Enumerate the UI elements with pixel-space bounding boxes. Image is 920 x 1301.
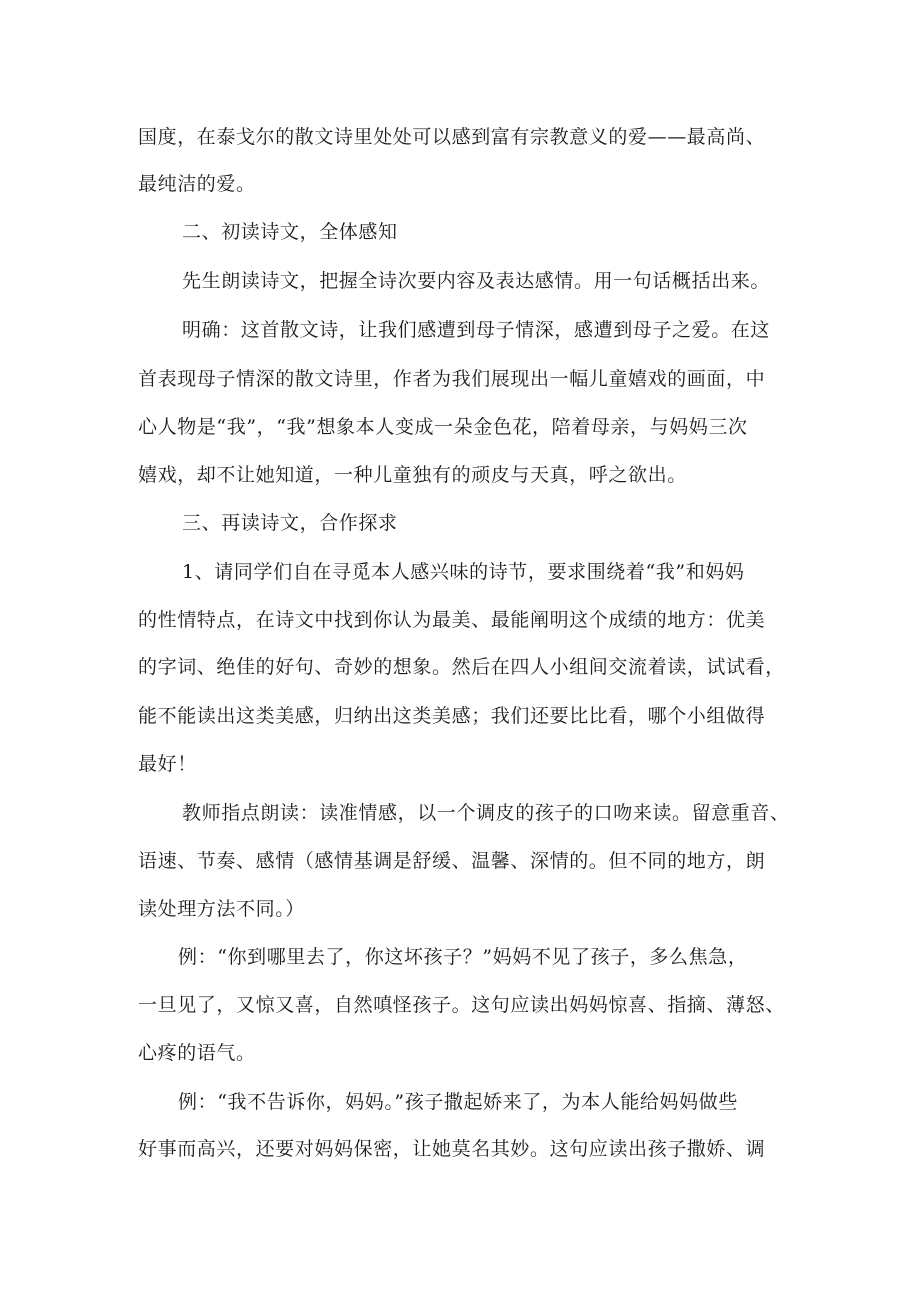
text-line: 读处理方法不同。）	[138, 898, 305, 920]
text-line: 好事而高兴，还要对妈妈保密，让她莫名其妙。这句应读出孩子撒娇、调	[138, 1138, 766, 1160]
section-heading: 三、再读诗文，合作探求	[182, 512, 398, 534]
text-line: 的性情特点，在诗文中找到你认为最美、最能阐明这个成绩的地方：优美	[138, 609, 766, 631]
text-line: 嬉戏，却不让她知道，一种儿童独有的顽皮与天真，呼之欲出。	[138, 464, 687, 486]
text-line: 语速、节奏、感情（感情基调是舒缓、温馨、深情的。但不同的地方，朗	[138, 850, 766, 872]
text-line: 国度，在泰戈尔的散文诗里处处可以感到富有宗教意义的爱——最高尚、	[138, 126, 766, 148]
text-line: 心人物是“我”，“我”想象本人变成一朵金色花，陪着母亲，与妈妈三次	[138, 416, 748, 438]
text-line: 最好！	[138, 753, 197, 775]
text-line: 教师指点朗读：读准情感，以一个调皮的孩子的口吻来读。留意重音、	[182, 802, 790, 824]
text-line: 能不能读出这类美感，归纳出这类美感；我们还要比比看，哪个小组做得	[138, 705, 766, 727]
text-line: 心疼的语气。	[138, 1042, 256, 1064]
text-line: 例：“你到哪里去了，你这坏孩子？”妈妈不见了孩子，多么焦急，	[178, 946, 748, 968]
text-line: 1、请同学们自在寻觅本人感兴味的诗节，要求围绕着“我”和妈妈	[182, 561, 745, 583]
section-heading: 二、初读诗文，全体感知	[182, 221, 398, 243]
text-line: 一旦见了，又惊又喜，自然嗔怪孩子。这句应读出妈妈惊喜、指摘、薄怒、	[138, 994, 785, 1016]
text-line: 明确：这首散文诗，让我们感遭到母子情深，感遭到母子之爱。在这	[182, 319, 771, 341]
text-line: 的字词、绝佳的好句、奇妙的想象。然后在四人小组间交流着读，试试看，	[138, 656, 785, 678]
text-line: 最纯洁的爱。	[138, 173, 256, 195]
text-line: 例：“我不告诉你，妈妈。”孩子撒起娇来了，为本人能给妈妈做些	[178, 1091, 738, 1113]
text-line: 先生朗读诗文，把握全诗次要内容及表达感情。用一句话概括出来。	[182, 270, 771, 292]
text-line: 首表现母子情深的散文诗里，作者为我们展现出一幅儿童嬉戏的画面，中	[138, 368, 766, 390]
